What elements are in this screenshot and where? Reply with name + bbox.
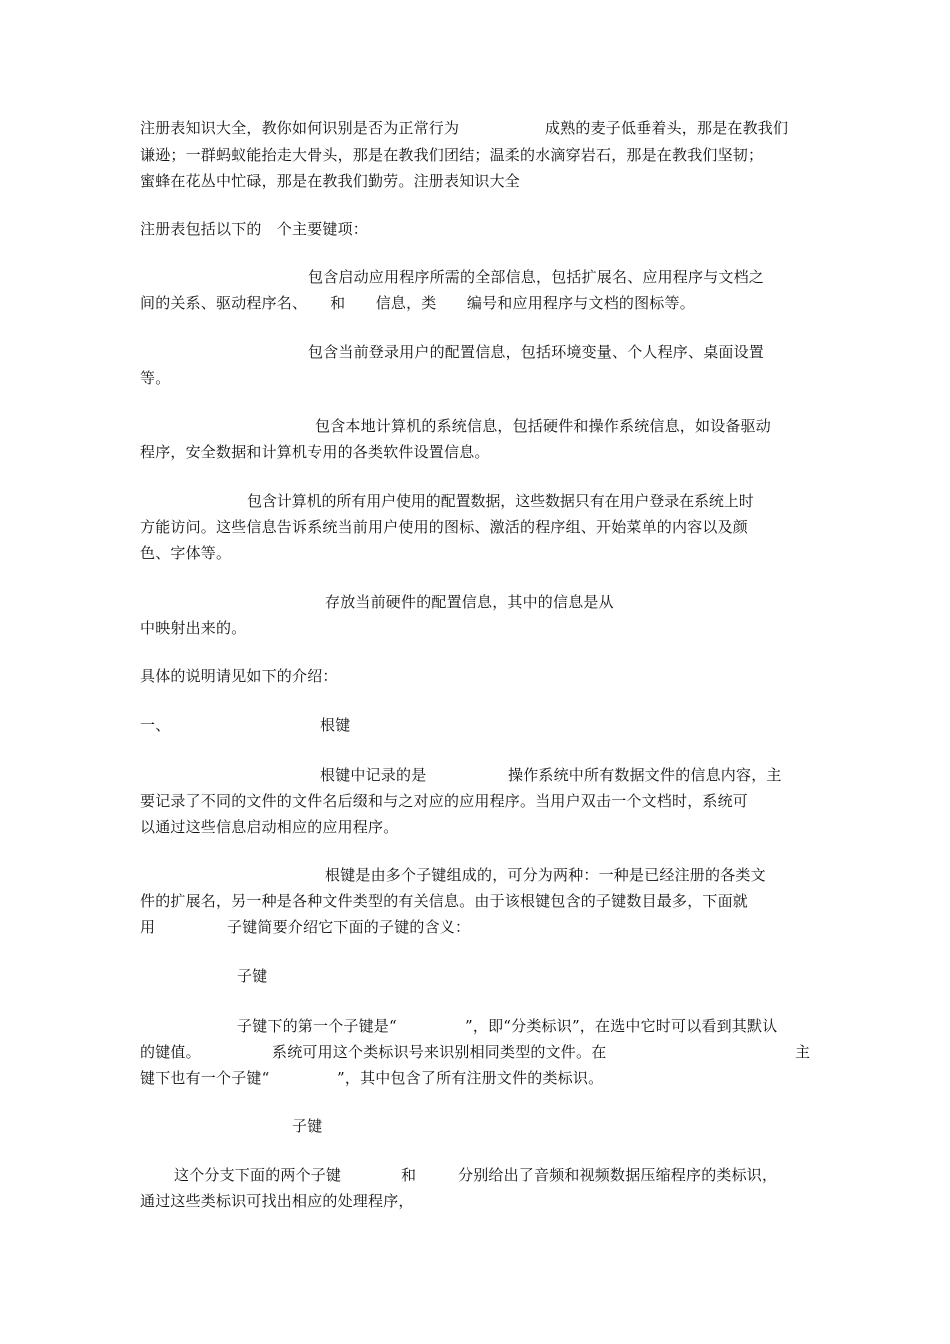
- codec-desc-1c: 分别给出了音频和视频数据压缩程序的类标识，: [458, 1166, 778, 1184]
- codec-desc-2: 通过这些类标识可找出相应的处理程序，: [140, 1192, 414, 1210]
- current-config-desc-2: 中映射出来的。: [140, 619, 247, 637]
- intro-line-1-left: 注册表知识大全，教你如何识别是否为正常行为: [140, 119, 460, 137]
- intro-line-1-right: 成熟的麦子低垂着头，那是在教我们: [545, 119, 789, 137]
- clsid-desc-1a: 子键下的第一个子键是“: [237, 1017, 397, 1035]
- current-config-desc-1: 存放当前硬件的配置信息，其中的信息是从: [325, 593, 614, 611]
- classes-root-desc-1: 包含启动应用程序所需的全部信息，包括扩展名、应用程序与文档之: [308, 268, 765, 286]
- clsid-desc-3a: 键下也有一个子键“: [140, 1069, 270, 1087]
- clsid-desc-1b: ”，即“分类标识”，在选中它时可以看到其默认: [465, 1017, 778, 1035]
- root-key-desc-2: 要记录了不同的文件的文件名后缀和与之对应的应用程序。当用户双击一个文档时，系统可: [140, 792, 749, 810]
- local-machine-desc-1: 包含本地计算机的系统信息，包括硬件和操作系统信息，如设备驱动: [315, 417, 772, 435]
- intro-line-2: 谦逊；一群蚂蚁能抬走大骨头，那是在教我们团结；温柔的水滴穿岩石，那是在教我们坚韧；: [140, 146, 764, 164]
- main-keys-intro: 注册表包括以下的 个主要键项：: [140, 220, 369, 238]
- root-key-structure-1: 根键是由多个子键组成的，可分为两种：一种是已经注册的各类文: [325, 866, 766, 884]
- clsid-desc-3b: ”，其中包含了所有注册文件的类标识。: [337, 1069, 604, 1087]
- details-intro: 具体的说明请见如下的介绍：: [140, 667, 338, 685]
- codec-desc-1b: 和: [401, 1166, 417, 1184]
- local-machine-desc-2: 程序，安全数据和计算机专用的各类软件设置信息。: [140, 443, 490, 461]
- root-key-structure-3a: 用: [140, 918, 156, 936]
- root-key-desc-1a: 根键中记录的是: [320, 766, 427, 784]
- root-key-structure-3b: 子键简要介绍它下面的子键的含义：: [227, 918, 471, 936]
- users-desc-3: 色、字体等。: [140, 544, 232, 562]
- intro-line-3: 蜜蜂在花丛中忙碌，那是在教我们勤劳。注册表知识大全: [140, 172, 521, 190]
- users-desc-2: 方能访问。这些信息告诉系统当前用户使用的图标、激活的程序组、开始菜单的内容以及颜: [140, 518, 749, 536]
- root-key-desc-3: 以通过这些信息启动相应的应用程序。: [140, 818, 399, 836]
- subkey-heading-1: 子键: [237, 967, 268, 985]
- users-desc-1: 包含计算机的所有用户使用的配置数据，这些数据只有在用户登录在系统上时: [247, 492, 754, 510]
- classes-root-desc-2: 间的关系、驱动程序名、 和 信息，类 编号和应用程序与文档的图标等。: [140, 294, 695, 312]
- root-key-structure-2: 件的扩展名，另一种是各种文件类型的有关信息。由于该根键包含的子键数目最多，下面就: [140, 892, 749, 910]
- section-one-number: 一、: [140, 716, 171, 734]
- codec-desc-1a: 这个分支下面的两个子键: [174, 1166, 342, 1184]
- clsid-desc-2c: 主: [795, 1043, 811, 1061]
- subkey-heading-2: 子键: [292, 1117, 323, 1135]
- section-one-title: 根键: [320, 716, 351, 734]
- current-user-desc-1: 包含当前登录用户的配置信息，包括环境变量、个人程序、桌面设置: [308, 343, 765, 361]
- root-key-desc-1b: 操作系统中所有数据文件的信息内容，主: [508, 766, 782, 784]
- clsid-desc-2a: 的键值。: [140, 1043, 201, 1061]
- clsid-desc-2b: 系统可用这个类标识号来识别相同类型的文件。在: [272, 1043, 607, 1061]
- current-user-desc-2: 等。: [140, 369, 171, 387]
